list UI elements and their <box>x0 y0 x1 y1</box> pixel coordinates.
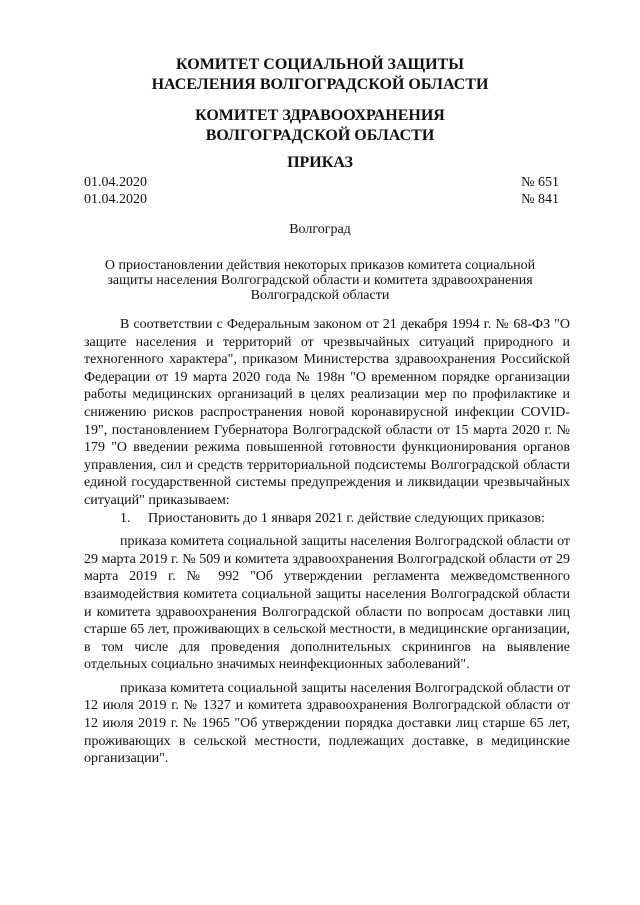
subject-line: Волгоградской области <box>250 288 390 303</box>
suspended-order-paragraph: приказа комитета социальной защиты населения Волгоградской области от 12 июля 2019 г. № 1327 и комитета здравоохранения Волгоградской области от 12 июля 2019 г. № 1965 "Об утверждении порядка доставки лиц старше 65 лет, проживающих в сельской местности, подлежащих доставке, в медицинские организации". <box>84 680 570 767</box>
heading-line: КОМИТЕТ ЗДРАВООХРАНЕНИЯ <box>195 107 445 124</box>
subject-line: О приостановлении действия некоторых приказов комитета социальной <box>104 258 536 273</box>
suspended-order-paragraph: приказа комитета социальной защиты населения Волгоградской области от 29 марта 2019 г. № 509 и комитета здравоохранения Волгоградской области от 29 марта 2019 г. № 992 "Об утверждении регламента межведомственного взаимодействия комитета социальной защиты населения Волгоградской области и комитета здравоохранения Волгоградской области по вопросам доставки лиц старше 65 лет, проживающих в сельской местности, в медицинские организации, в том числе для проведения дополнительных скринингов на выявление отдельных социально значимых неинфекционных заболеваний". <box>84 534 570 673</box>
committee-social-protection-heading <box>0 55 640 95</box>
heading-line: ВОЛГОГРАДСКОЙ ОБЛАСТИ <box>205 127 435 144</box>
heading-line: НАСЕЛЕНИЯ ВОЛГОГРАДСКОЙ ОБЛАСТИ <box>151 76 489 93</box>
preamble-paragraph: В соответствии с Федеральным законом от 21 декабря 1994 г. № 68-ФЗ "О защите населения и территорий от чрезвычайных ситуаций природного и техногенного характера", приказом Министерства здравоохранения Российской Федерации от 19 марта 2020 года № 198н "О временном порядке организации работы медицинских организаций в целях реализации мер по профилактике и снижению рисков распространения новой коронавирусной инфекции COVID-19", постановлением Губернатора Волгоградской области от 15 марта 2020 г. № 179 "О введении режима повышенной готовности функционирования органов управления, сил и средств территориальной подсистемы Волгоградской области единой государственной системы предупреждения и ликвидации чрезвычайных ситуаций" приказываем: <box>84 317 570 508</box>
order-date: 01.04.2020 <box>84 175 147 190</box>
order-number: № 651 <box>521 175 559 190</box>
committee-health-heading <box>0 106 640 146</box>
heading-line: КОМИТЕТ СОЦИАЛЬНОЙ ЗАЩИТЫ <box>176 56 464 73</box>
order-subject <box>0 258 640 303</box>
order-number: № 841 <box>521 192 559 207</box>
order-date: 01.04.2020 <box>84 192 147 207</box>
city-name: Волгоград <box>289 222 351 237</box>
document-type-title: ПРИКАЗ <box>287 154 353 171</box>
subject-line: защиты населения Волгоградской области и комитета здравоохранения <box>107 273 533 288</box>
clause-1-paragraph: 1. Приостановить до 1 января 2021 г. действие следующих приказов: <box>120 510 545 526</box>
registration-row <box>84 191 559 208</box>
order-body <box>84 316 570 768</box>
registration-row <box>84 174 559 191</box>
